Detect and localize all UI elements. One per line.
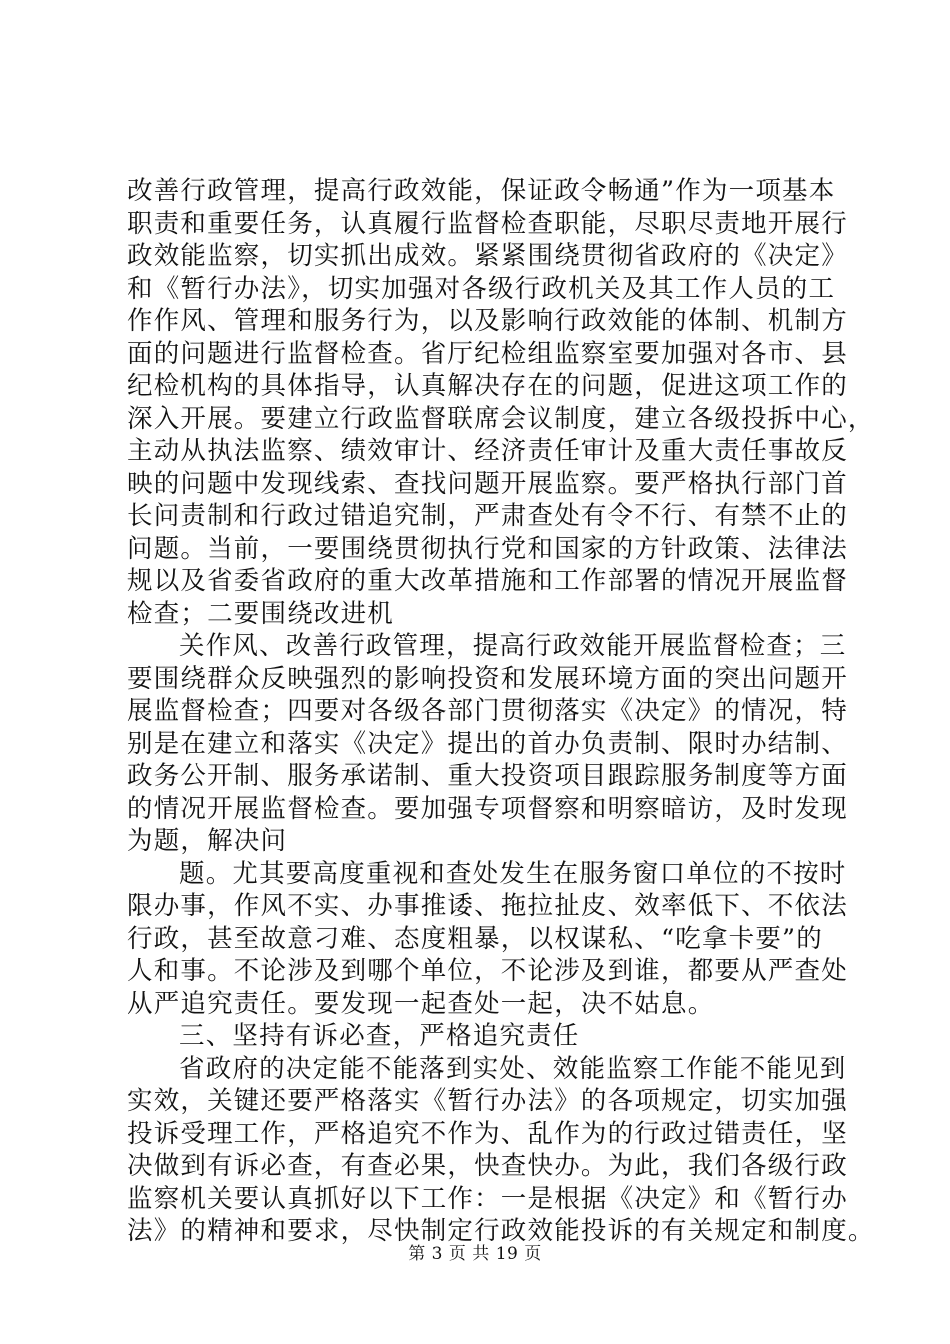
text-line: 投诉受理工作，严格追究不作为、乱作为的行政过错责任，坚 bbox=[127, 1118, 848, 1149]
text-line: 实效，关键还要严格落实《暂行办法》的各项规定，切实加强 bbox=[127, 1086, 848, 1116]
text-line: 关作风、改善行政管理，提高行政效能开展监督检查；三 bbox=[179, 631, 847, 661]
text-line: 改善行政管理，提高行政效能，保证政令畅通”作为一项基本 bbox=[127, 176, 836, 206]
text-line: 人和事。不论涉及到哪个单位，不论涉及到谁，都要从严查处 bbox=[127, 956, 848, 986]
text-line: 限办事，作风不实、办事推诿、拖拉扯皮、效率低下、不依法 bbox=[127, 891, 848, 921]
text-line: 问题。当前，一要围绕贯彻执行党和国家的方针政策、法律法 bbox=[127, 533, 848, 564]
text-line: 要围绕群众反映强烈的影响投资和发展环境方面的突出问题开 bbox=[127, 663, 848, 694]
text-line: 和《暂行办法》，切实加强对各级行政机关及其工作人员的工 bbox=[127, 273, 836, 304]
text-line: 三、坚持有诉必查，严格追究责任 bbox=[179, 1021, 580, 1051]
text-line: 题。尤其要高度重视和查处发生在服务窗口单位的不按时 bbox=[179, 858, 847, 889]
text-line: 的情况开展监督检查。要加强专项督察和明察暗访，及时发现 bbox=[127, 793, 848, 824]
text-line: 面的问题进行监督检查。省厅纪检组监察室要加强对各市、县 bbox=[127, 338, 848, 369]
text-line: 展监督检查；四要对各级各部门贯彻落实《决定》的情况，特 bbox=[127, 696, 848, 726]
text-line: 检查；二要围绕改进机 bbox=[127, 598, 395, 629]
text-line: 决做到有诉必查，有查必果，快查快办。为此，我们各级行政 bbox=[127, 1151, 848, 1181]
text-line: 长问责制和行政过错追究制，严肃查处有令不行、有禁不止的 bbox=[127, 501, 848, 531]
document-body bbox=[127, 175, 875, 1248]
text-line: 政务公开制、服务承诺制、重大投资项目跟踪服务制度等方面 bbox=[127, 761, 848, 791]
text-line: 行政，甚至故意刁难、态度粗暴，以权谋私、“吃拿卡要”的 bbox=[127, 923, 823, 954]
text-line: 主动从执法监察、绩效审计、经济责任审计及重大责任事故反 bbox=[127, 436, 848, 466]
text-line: 职责和重要任务，认真履行监督检查职能，尽职尽责地开展行 bbox=[127, 208, 848, 239]
text-line: 规以及省委省政府的重大改革措施和工作部署的情况开展监督 bbox=[127, 566, 848, 596]
text-line: 监察机关要认真抓好以下工作：一是根据《决定》和《暂行办 bbox=[127, 1183, 848, 1214]
text-line: 从严追究责任。要发现一起查处一起，决不姑息。 bbox=[127, 988, 715, 1019]
text-line: 映的问题中发现线索、查找问题开展监察。要严格执行部门首 bbox=[127, 468, 848, 499]
text-line: 纪检机构的具体指导，认真解决存在的问题，促进这项工作的 bbox=[127, 371, 848, 401]
text-line: 作作风、管理和服务行为，以及影响行政效能的体制、机制方 bbox=[127, 306, 848, 336]
text-line: 别是在建立和落实《决定》提出的首办负责制、限时办结制、 bbox=[127, 728, 848, 759]
text-line: 政效能监察，切实抓出成效。紧紧围绕贯彻省政府的《决定》 bbox=[127, 241, 848, 271]
text-line: 深入开展。要建立行政监督联席会议制度，建立各级投拆中心， bbox=[127, 403, 875, 434]
page-footer: 第 3 页 共 19 页 bbox=[408, 1244, 542, 1264]
text-line: 省政府的决定能不能落到实处、效能监察工作能不能见到 bbox=[179, 1053, 847, 1084]
text-line: 法》的精神和要求，尽快制定行政效能投诉的有关规定和制度。 bbox=[127, 1216, 875, 1246]
text-line: 为题，解决问 bbox=[127, 826, 288, 856]
